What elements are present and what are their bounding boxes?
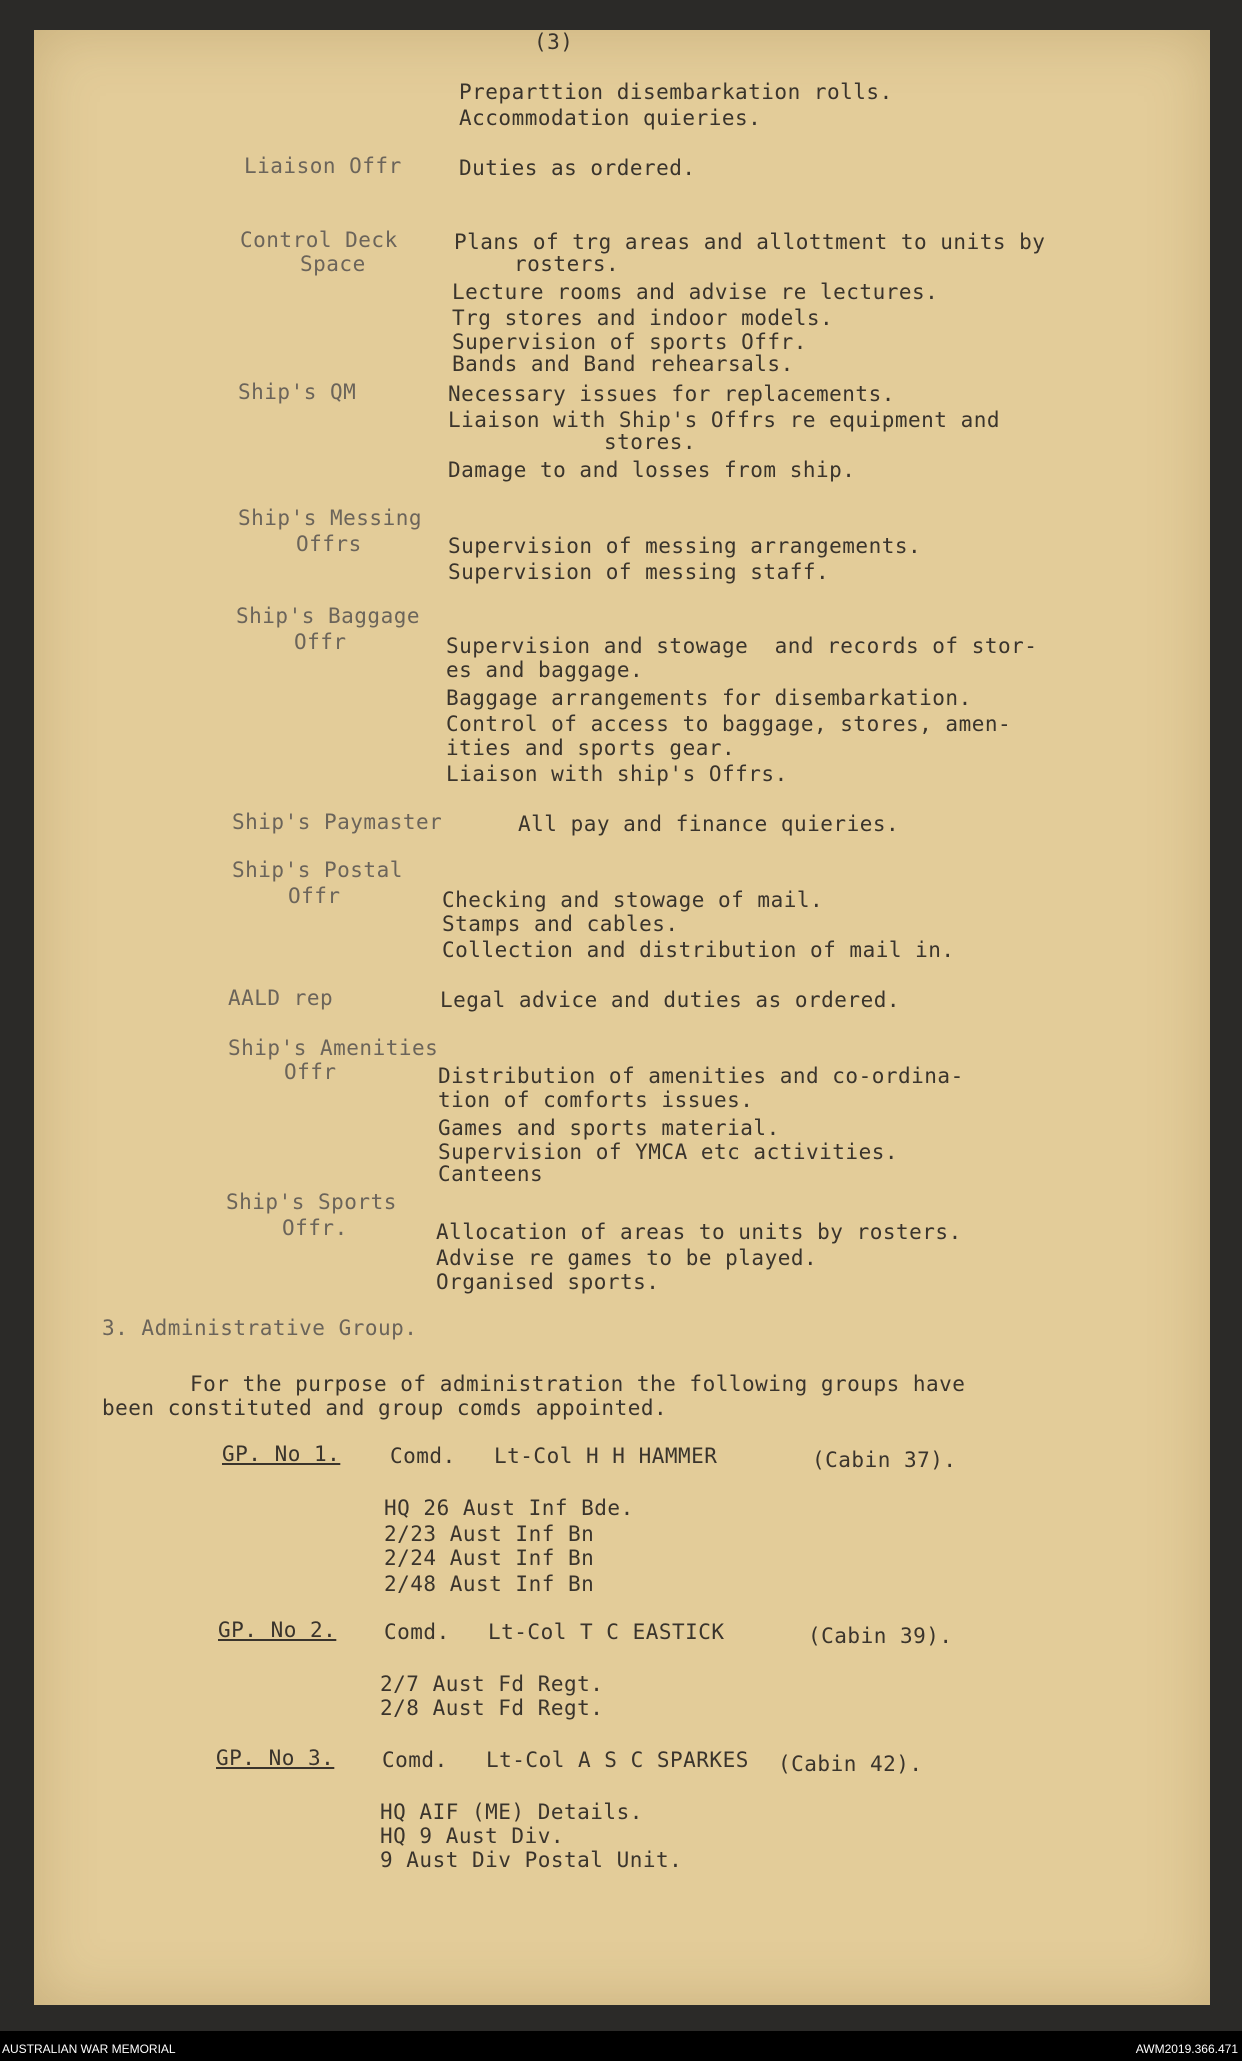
group-comd: Comd. [390,1444,456,1468]
role-label: Space [300,252,366,276]
duty-line: Lecture rooms and advise re lectures. [452,280,939,304]
role-label: Ship's Postal [232,858,403,882]
duty-line: Duties as ordered. [459,156,696,180]
group-unit: HQ 26 Aust Inf Bde. [384,1496,634,1520]
group-unit: 2/7 Aust Fd Regt. [380,1672,604,1696]
duty-line: Allocation of areas to units by rosters. [436,1220,962,1244]
footer-source: AUSTRALIAN WAR MEMORIAL [2,2042,176,2056]
group-commander: Lt-Col T C EASTICK [488,1620,725,1644]
duty-line: stores. [604,430,697,454]
role-label: Offr [284,1060,337,1084]
duty-line: Supervision of YMCA etc activities. [438,1140,899,1164]
role-label: Offr. [282,1216,348,1240]
group-label: GP. No 3. [216,1746,335,1770]
role-label: Ship's Sports [226,1190,397,1214]
duty-line: Supervision of messing staff. [448,560,830,584]
group-comd: Comd. [382,1748,448,1772]
role-label: Ship's QM [238,380,357,404]
duty-line: All pay and finance quieries. [518,812,900,836]
group-unit: 2/48 Aust Inf Bn [384,1572,595,1596]
group-comd: Comd. [384,1620,450,1644]
duty-line: Plans of trg areas and allottment to units by [454,230,1046,254]
footer-accession: AWM2019.366.471 [1135,2042,1238,2056]
role-label: Ship's Amenities [228,1036,439,1060]
duty-line: rosters. [514,252,620,276]
group-unit: 2/8 Aust Fd Regt. [380,1696,604,1720]
duty-line: Games and sports material. [438,1116,780,1140]
duty-line: Accommodation quieries. [459,106,762,130]
role-label: Ship's Baggage [236,604,421,628]
duty-line: Bands and Band rehearsals. [452,352,794,376]
duty-line: Checking and stowage of mail. [442,888,824,912]
duty-line: tion of comforts issues. [438,1088,754,1112]
duty-line: Legal advice and duties as ordered. [440,988,901,1012]
duty-line: Distribution of amenities and co-ordina- [438,1064,964,1088]
section-heading: 3. Administrative Group. [102,1316,418,1340]
duty-line: Preparttion disembarkation rolls. [459,80,893,104]
duty-line: Trg stores and indoor models. [452,306,834,330]
duty-line: Organised sports. [436,1270,660,1294]
group-unit: HQ AIF (ME) Details. [380,1800,643,1824]
duty-line: Supervision of sports Offr. [452,330,807,354]
role-label: Control Deck [240,228,398,252]
group-commander: Lt-Col A S C SPARKES [486,1748,749,1772]
group-cabin: (Cabin 42). [778,1752,923,1776]
group-unit: 9 Aust Div Postal Unit. [380,1848,683,1872]
role-label: Ship's Paymaster [232,810,443,834]
intro-line: For the purpose of administration the following groups have [190,1372,966,1396]
group-cabin: (Cabin 37). [812,1448,957,1472]
intro-line: been constituted and group comds appointed. [102,1396,668,1420]
duty-line: Canteens [438,1162,544,1186]
page-number: (3) [534,30,574,54]
group-commander: Lt-Col H H HAMMER [494,1444,718,1468]
group-unit: 2/24 Aust Inf Bn [384,1546,595,1570]
duty-line: Liaison with ship's Offrs. [446,762,788,786]
document-page [34,30,1210,2005]
duty-line: Advise re games to be played. [436,1246,818,1270]
duty-line: Damage to and losses from ship. [448,458,856,482]
role-label: Offrs [296,532,362,556]
role-label: AALD rep [228,986,334,1010]
group-unit: HQ 9 Aust Div. [380,1824,565,1848]
duty-line: es and baggage. [446,658,644,682]
role-label: Liaison Offr [244,154,402,178]
duty-line: Supervision and stowage and records of stor- [446,634,1038,658]
role-label: Offr [294,630,347,654]
archive-footer [0,2031,1242,2061]
duty-line: ities and sports gear. [446,736,736,760]
role-label: Offr [288,884,341,908]
group-label: GP. No 1. [222,1442,341,1466]
role-label: Ship's Messing [238,506,423,530]
duty-line: Baggage arrangements for disembarkation. [446,686,972,710]
group-label: GP. No 2. [218,1618,337,1642]
duty-line: Necessary issues for replacements. [448,382,895,406]
duty-line: Liaison with Ship's Offrs re equipment and [448,408,1001,432]
duty-line: Supervision of messing arrangements. [448,534,922,558]
duty-line: Stamps and cables. [442,912,679,936]
duty-line: Collection and distribution of mail in. [442,938,955,962]
duty-line: Control of access to baggage, stores, amen- [446,712,1012,736]
group-unit: 2/23 Aust Inf Bn [384,1522,595,1546]
group-cabin: (Cabin 39). [808,1624,953,1648]
